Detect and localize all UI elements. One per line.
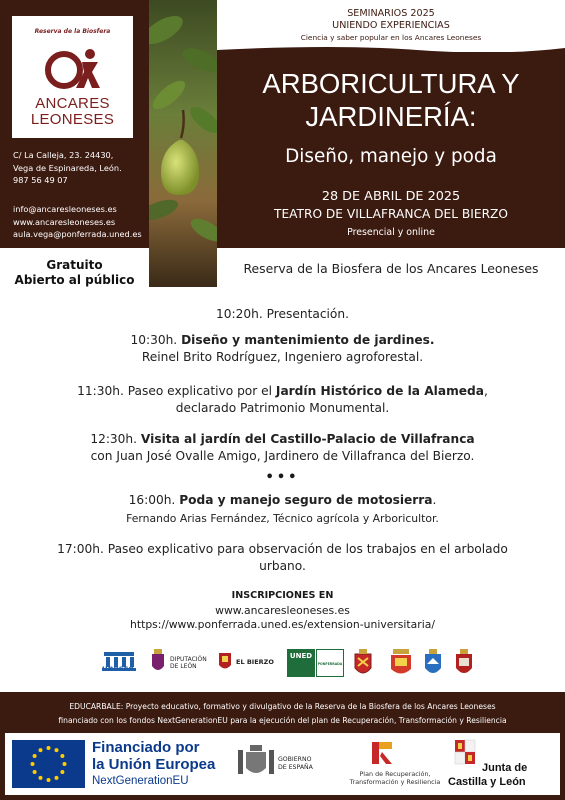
website-link[interactable]: www.ancaresleoneses.es <box>13 216 116 227</box>
program-topic: Diseño y mantenimiento de jardines. <box>181 333 435 347</box>
program-item-2 <box>0 333 565 347</box>
diputacion-label <box>170 656 207 670</box>
logo-line2: LEONESES <box>30 111 115 128</box>
event-subtitle: Diseño, manejo y poda <box>285 146 497 167</box>
eu-funded-line2: la Unión Europea <box>92 756 216 773</box>
registration-title: INSCRIPCIONES EN <box>231 590 334 601</box>
program-time: 16:00h. <box>128 493 180 507</box>
gobierno-label <box>278 756 313 771</box>
diputacion-crest-icon <box>150 648 166 674</box>
program-separator: ••• <box>265 470 300 485</box>
footer-line1: EDUCARBALE: Proyecto educativo, formativo y divulgativo de la Reserva de la Biosfera de los Ancares Leoneses <box>69 702 496 711</box>
program-time: 10:30h. <box>130 333 182 347</box>
eu-funded-line3: NextGenerationEU <box>92 775 189 787</box>
program-note: declarado Patrimonio Monumental. <box>175 401 390 415</box>
email-link[interactable]: aula.vega@ponferrada.uned.es <box>13 229 142 239</box>
seminar-title: SEMINARIOS 2025 <box>347 8 435 19</box>
municipal-crest-icon <box>424 648 442 678</box>
unesco-label: unesco <box>102 664 134 673</box>
access-free: Gratuito <box>46 258 103 272</box>
program-time: 12:30h. <box>90 432 141 446</box>
prtr-line1: Plan de Recuperación, <box>359 770 431 778</box>
ponferrada-logo <box>316 649 344 677</box>
gobierno-line1: GOBIERNO <box>278 756 312 763</box>
program-text: 17:00h. Paseo explicativo para observación de los trabajos en el arbolado <box>57 542 508 556</box>
program-item-1 <box>0 307 565 321</box>
eu-funded-line1: Financiado por <box>92 739 200 756</box>
event-date: 28 DE ABRIL DE 2025 <box>321 189 461 204</box>
municipal-crest-icon <box>388 648 414 678</box>
program-item-5 <box>0 493 565 507</box>
registration-link-ancares[interactable]: www.ancaresleoneses.es <box>215 604 350 617</box>
program-item-6 <box>0 542 565 556</box>
prtr-line2: Transformación y Resiliencia <box>349 778 441 786</box>
contact-online <box>13 203 142 241</box>
junta-line1: Junta de <box>482 762 528 774</box>
bierzo-crest-icon <box>218 650 232 672</box>
diputacion-line1: DIPUTACIÓN <box>170 656 207 663</box>
program-item-6-cont <box>0 559 565 573</box>
address-line: Vega de Espinareda, León. <box>13 162 122 173</box>
program-note-3 <box>0 401 565 415</box>
registration-link-uned[interactable]: https://www.ponferrada.uned.es/extension-universitaria/ <box>130 618 435 631</box>
logo-line1: ANCARES <box>35 95 110 112</box>
program-text: . <box>432 493 437 507</box>
ancares-logo <box>12 16 133 138</box>
footer-line2: financiado con los fondos NextGenerationEU para la ejecución del plan de Recuperación, Transformación y Resiliencia <box>58 716 507 725</box>
program-speaker-5 <box>0 512 565 525</box>
prtr-logo-icon <box>370 740 396 766</box>
diputacion-line2: DE LEÓN <box>170 663 197 670</box>
header-wave-divider <box>217 44 565 56</box>
prtr-label <box>340 770 450 786</box>
partner-logos <box>0 640 565 688</box>
pear-photo-illustration <box>149 0 217 287</box>
seminar-tagline: Ciencia y saber popular en los Ancares Leoneses <box>300 33 482 42</box>
address-line: C/ La Calleja, 23. 24430, <box>13 150 114 160</box>
ponferrada-label: PONFERRADA <box>317 662 343 666</box>
program-speaker: Fernando Arias Fernández, Técnico agrícola y Arboricultor. <box>126 512 439 525</box>
program-item-3 <box>0 384 565 398</box>
gobierno-line2: DE ESPAÑA <box>278 763 313 771</box>
uned-logo <box>287 649 315 677</box>
event-title-line2: JARDINERÍA: <box>305 101 477 132</box>
event-venue: TEATRO DE VILLAFRANCA DEL BIERZO <box>274 207 508 221</box>
junta-line2: Castilla y León <box>448 776 526 788</box>
program-text: urbano. <box>259 559 306 573</box>
program-speaker: con Juan José Ovalle Amigo, Jardinero de Villafranca del Bierzo. <box>90 449 475 463</box>
program-text: 10:20h. Presentación. <box>216 307 349 321</box>
program-speaker: Reinel Brito Rodríguez, Ingeniero agroforestal. <box>141 350 424 364</box>
program-text: 11:30h. Paseo explicativo por el <box>77 384 276 398</box>
event-mode: Presencial y online <box>347 227 435 238</box>
phone-number: 987 56 49 07 <box>13 175 68 185</box>
eu-stars-icon <box>12 740 85 788</box>
logo-mark-icon <box>42 46 106 90</box>
municipal-crest-icon <box>455 648 473 678</box>
email-link[interactable]: info@ancaresleoneses.es <box>13 204 117 214</box>
program-item-4 <box>0 432 565 446</box>
castilla-leon-crest-icon <box>454 738 476 768</box>
program-text: , <box>483 384 488 398</box>
program-topic: Jardín Histórico de la Alameda <box>275 384 484 398</box>
program-speaker-2 <box>0 350 565 364</box>
event-title-line1: ARBORICULTURA Y <box>262 68 520 99</box>
eu-flag-icon <box>12 740 85 788</box>
biosphere-label: Reserva de la Biosfera de los Ancares Leoneses <box>243 261 539 276</box>
program-topic: Visita al jardín del Castillo-Palacio de Villafranca <box>140 432 475 446</box>
seminar-subtitle: UNIENDO EXPERIENCIAS <box>332 20 450 31</box>
uned-label: UNED <box>289 652 313 660</box>
access-public: Abierto al público <box>14 273 135 287</box>
municipal-crest-icon <box>354 648 372 678</box>
program-topic: Poda y manejo seguro de motosierra <box>179 493 433 507</box>
contact-address <box>13 149 122 187</box>
bierzo-label: EL BIERZO <box>236 658 274 666</box>
spain-coat-of-arms-icon <box>238 744 274 782</box>
logo-arc-text: Reserva de la Biosfera <box>34 28 111 35</box>
program-speaker-4 <box>0 449 565 463</box>
pear-photo <box>149 0 217 287</box>
